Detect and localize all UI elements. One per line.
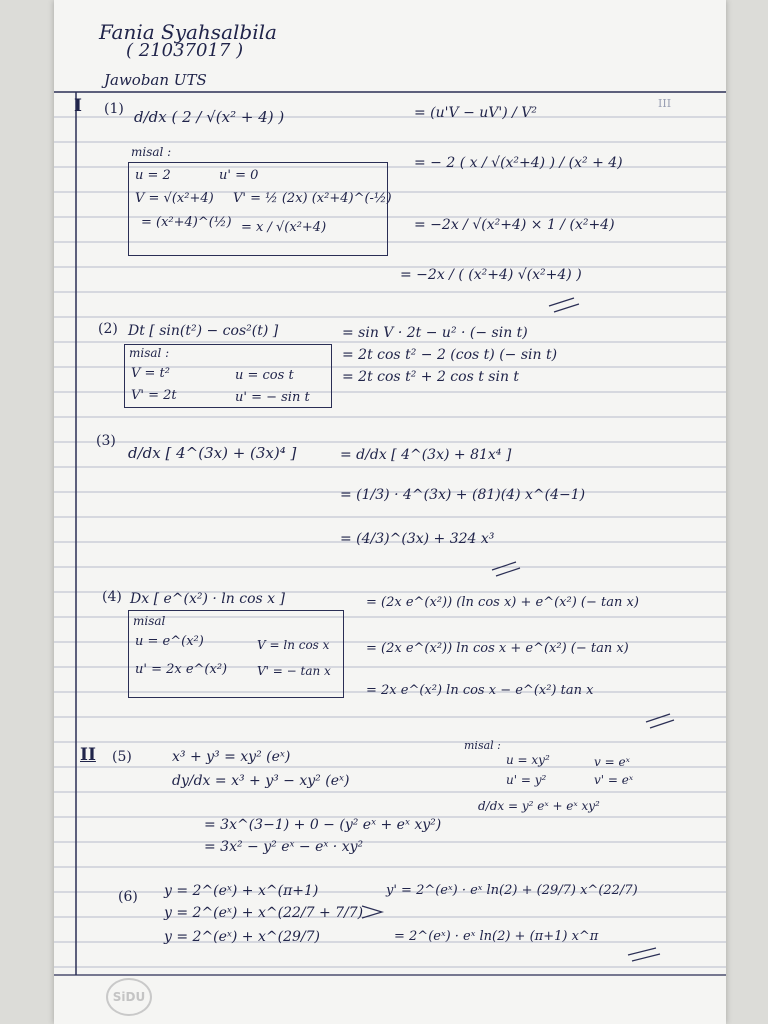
notebook-page — [54, 0, 726, 1024]
problem-5-misal-v-prime: v' = eˣ — [594, 773, 634, 787]
problem-1-step-3: = −2x / √(x²+4) × 1 / (x²+4) — [414, 217, 615, 233]
problem-6-step-3: y' = 2^(eˣ) · eˣ ln(2) + (29/7) x^(22/7) — [386, 883, 638, 898]
problem-number-6: (6) — [118, 889, 138, 905]
problem-6-question: y = 2^(eˣ) + x^(π+1) — [164, 883, 319, 899]
problem-5-step-1: dy/dx = x³ + y³ − xy² (eˣ) — [172, 773, 350, 789]
problem-5-misal-label: misal : — [464, 739, 501, 752]
problem-2-misal-box: misal : V = t² u = cos t V' = 2t u' = − sin t — [124, 344, 332, 408]
problem-5-step-3: = 3x² − y² eˣ − eˣ · xy² — [204, 839, 364, 855]
problem-4-step-3: = 2x e^(x²) ln cos x − e^(x²) tan x — [366, 683, 594, 698]
problem-1-step-1: = (u'V − uV') / V² — [414, 105, 538, 121]
problem-number-3: (3) — [96, 433, 116, 449]
problem-4-question: Dx [ e^(x²) · ln cos x ] — [130, 591, 285, 607]
problem-3-step-2: = (1/3) · 4^(3x) + (81)(4) x^(4−1) — [340, 487, 586, 503]
problem-2-question: Dt [ sin(t²) − cos²(t) ] — [128, 323, 279, 339]
problem-3-step-3: = (4/3)^(3x) + 324 x³ — [340, 531, 495, 547]
problem-1-misal-label: misal : — [131, 145, 172, 159]
problem-4-step-1: = (2x e^(x²)) (ln cos x) + e^(x²) (− tan x) — [366, 595, 639, 610]
problem-3-step-1: = d/dx [ 4^(3x) + 81x⁴ ] — [340, 447, 512, 463]
subtitle: Jawoban UTS — [104, 71, 207, 89]
problem-5-misal-derivative: d/dx = y² eˣ + eˣ xy² — [478, 799, 600, 813]
problem-1-step-4: = −2x / ( (x²+4) √(x²+4) ) — [400, 267, 582, 283]
problem-2-step-1: = sin V · 2t − u² · (− sin t) — [342, 325, 528, 341]
problem-6-step-1: y = 2^(eˣ) + x^(22/7 + 7/7) — [164, 905, 364, 921]
problem-number-5: (5) — [112, 749, 132, 765]
problem-5-question: x³ + y³ = xy² (eˣ) — [172, 749, 291, 765]
problem-6-step-2: y = 2^(eˣ) + x^(29/7) — [164, 929, 320, 945]
page-mark: III — [658, 97, 672, 110]
problem-3-question: d/dx [ 4^(3x) + (3x)⁴ ] — [128, 444, 297, 462]
problem-number-1: (1) — [104, 101, 124, 117]
problem-5-misal-u: u = xy² — [506, 753, 550, 767]
student-id: ( 21037017 ) — [126, 40, 244, 61]
problem-2-step-2: = 2t cos t² − 2 (cos t) (− sin t) — [342, 347, 558, 363]
problem-4-step-2: = (2x e^(x²)) ln cos x + e^(x²) (− tan x) — [366, 641, 629, 656]
student-name: Fania Syahsalbila — [99, 20, 277, 44]
problem-1-step-2: = − 2 ( x / √(x²+4) ) / (x² + 4) — [414, 155, 623, 171]
problem-number-4: (4) — [102, 589, 122, 605]
section-two-marker: II — [80, 745, 96, 765]
problem-5-step-2: = 3x^(3−1) + 0 − (y² eˣ + eˣ xy²) — [204, 817, 442, 833]
sidu-logo: SiDU — [106, 978, 152, 1016]
problem-5-misal-v: v = eˣ — [594, 755, 630, 769]
problem-5-misal-u-prime: u' = y² — [506, 773, 547, 787]
problem-1-question: d/dx ( 2 / √(x² + 4) ) — [134, 108, 285, 126]
section-one-marker: I — [74, 96, 82, 116]
problem-4-misal-box: misal u = e^(x²) V = ln cos x u' = 2x e^(x²) V' = − tan x — [128, 610, 344, 698]
problem-2-step-3: = 2t cos t² + 2 cos t sin t — [342, 369, 520, 385]
problem-1-misal-box: u = 2 u' = 0 V = √(x²+4) V' = ½ (2x) (x²+4)^(-½) = (x²+4)^(½) = x / √(x²+4) — [128, 162, 388, 256]
problem-number-2: (2) — [98, 321, 118, 337]
problem-6-step-4: = 2^(eˣ) · eˣ ln(2) + (π+1) x^π — [394, 929, 599, 944]
